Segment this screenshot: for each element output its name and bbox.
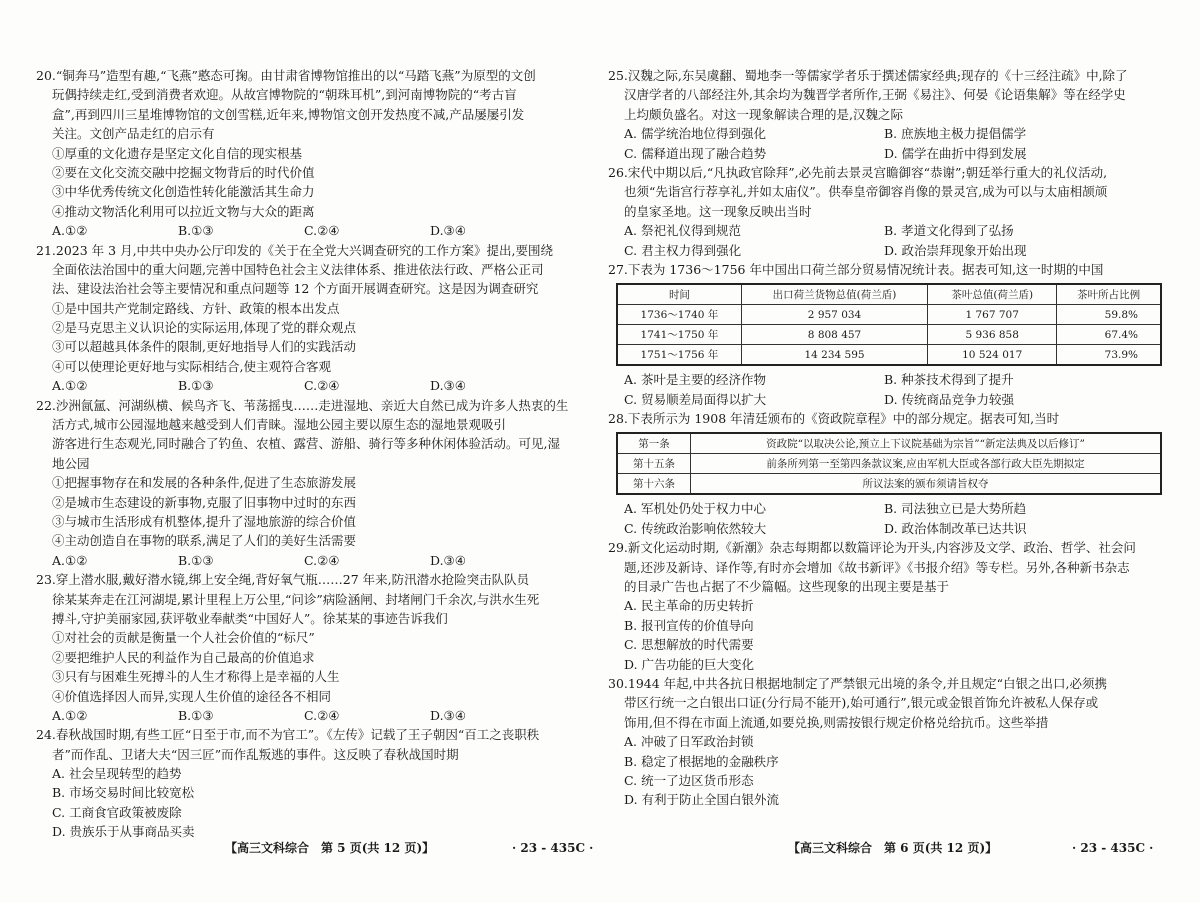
question-20 [36,66,596,241]
statement-item: ③只有与困难生死搏斗的人生才称得上是幸福的人生 [52,669,340,685]
table-header: 出口荷兰货物总值(荷兰盾) [741,284,927,305]
statement-item: ②是马克思主义认识论的实际运用,体现了党的群众观点 [52,320,356,336]
table-cell: 第一条 [617,433,691,454]
left-page [36,66,596,842]
table-cell: 1 767 707 [928,305,1057,325]
answer-options [36,551,596,570]
table-row [617,325,1161,345]
option-d: D.③④ [430,707,466,723]
statement-item: ①把握事物存在和发展的各种条件,促进了生态旅游发展 [52,475,356,491]
option-a: A.①② [52,223,88,239]
table-cell: 前条所列第一至第四条款议案,应由军机大臣或各部行政大臣先期拟定 [691,454,1162,474]
question-23-line: 徐某某奔走在江河湖堤,累计里程上万公里,“问诊”病险涵闸、封堵闸门千余次,与洪水生死 [52,591,540,607]
option-d: D. 贵族乐于从事商品买卖 [52,824,195,840]
table-cell: 8 808 457 [741,325,927,345]
table-header-row [617,284,1161,305]
answer-options [608,221,1168,260]
table-cell: 14 234 595 [741,345,927,366]
question-22-line: 游客进行生态观光,同时融合了钓鱼、农植、露营、游船、骑行等多种休闲体验活动。可见,湿 [52,436,560,452]
answer-options [36,706,596,725]
option-d: D. 政治体制改革已达共识 [884,520,1027,536]
option-d: D. 传统商品竞争力较强 [884,391,1015,407]
option-b: B.①③ [178,707,214,723]
question-29-line: 的目录广告也占据了不少篇幅。这些现象的出现主要是基于 [624,579,950,595]
right-page-footer-title: 【高三文科综合 第 6 页(共 12 页)】 [788,841,998,855]
question-25-line: 汉唐学者的八部经注外,其余均为魏晋学者所作,王弼《易注》、何晏《论语集解》等在经学史 [624,87,1126,103]
option-d: D.③④ [430,552,466,568]
option-d: D. 儒学在曲折中得到发展 [884,145,1027,161]
question-20-line: 玩偶持续走红,受到消费者欢迎。从故宫博物院的“朝珠耳机”,到河南博物院的“考古盲 [52,87,517,103]
table-header: 时间 [617,284,741,305]
question-23-line: 23.穿上潜水服,戴好潜水镜,绑上安全绳,背好氧气瓶……27 年来,防汛潜水抢险突击队队员 [36,572,530,588]
table-header: 茶叶总值(荷兰盾) [928,284,1057,305]
table-cell: 资政院“以取决公论,预立上下议院基础为宗旨”“新定法典及以后修订” [691,433,1162,454]
question-26-line: 也须“先诣宫行荐享礼,并如太庙仪”。供奉皇帝御容肖像的景灵宫,成为可以与太庙相颉颃 [624,184,1108,200]
question-22-line: 活方式,城市公园湿地越来越受到人们青睐。湿地公园主要以原生态的湿地景观吸引 [52,417,506,433]
statement-item: ③可以超越具体条件的限制,更好地指导人们的实践活动 [52,339,356,355]
table-cell: 10 524 017 [928,345,1057,366]
question-20-line: 关注。文创产品走红的启示有 [52,126,215,142]
statement-item: ④价值选择因人而异,实现人生价值的途径各不相同 [52,688,331,704]
option-a: A. 社会呈现转型的趋势 [52,766,182,782]
question-29-line: 题,还涉及新诗、译作等,有时亦会增加《故书新评》《书报介绍》等专栏。另外,各种新书杂志 [624,559,1130,575]
option-a: A. 军机处仍处于权力中心 [624,501,766,517]
table-row [617,305,1161,325]
question-22-line: 22.沙洲氤氲、河湖纵横、候鸟齐飞、苇荡摇曳……走进湿地、亲近大自然已成为许多人热衷的生 [36,397,569,413]
option-d: D.③④ [430,378,466,394]
question-29 [608,538,1168,674]
statement-item: ④可以使理论更好地与实际相结合,使主观符合客观 [52,358,331,374]
option-c: C. 儒释道出现了融合趋势 [624,145,767,161]
statement-item: ①对社会的贡献是衡量一个人社会价值的“标尺” [52,630,315,646]
option-a: A. 茶叶是主要的经济作物 [624,372,766,388]
option-c: C. 思想解放的时代需要 [624,637,754,653]
question-27-line: 27.下表为 1736～1756 年中国出口荷兰部分贸易情况统计表。据表可知,这一时期的中国 [608,261,1104,277]
question-24-line: 24.春秋战国时期,有些工匠“日至于市,而不为官工”。《左传》记载了王子朝因“百工之丧职秩 [36,727,540,743]
answer-options [608,124,1168,163]
table-header: 茶叶所占比例 [1057,284,1161,305]
table-row [617,433,1161,454]
table-cell: 第十六条 [617,474,691,495]
question-26 [608,163,1168,260]
statement-item: ②要把维护人民的利益作为自己最高的价值追求 [52,649,315,665]
option-b: B. 市场交易时间比较宽松 [52,785,195,801]
question-30-line: 饰用,但不得在市面上流通,如要兑换,则需按银行规定价格兑给抗币。这些举措 [624,714,1049,730]
option-a: A.①② [52,378,88,394]
option-b: B.①③ [178,223,214,239]
option-a: A.①② [52,552,88,568]
trade-table [616,283,1162,366]
question-25-line: 25.汉魏之际,东吴虞翻、蜀地李一等儒家学者乐于撰述儒家经典;现存的《十三经注疏》中,除了 [608,68,1128,83]
option-c: C. 君主权力得到强化 [624,242,742,258]
question-22-line: 地公园 [52,455,90,471]
option-b: B. 稳定了根据地的金融秩序 [624,753,779,769]
question-28 [608,409,1168,538]
table-cell: 5 936 858 [928,325,1057,345]
question-30-line: 30.1944 年起,中共各抗日根据地制定了严禁银元出境的条令,并且规定“白银之出口,必须携 [608,675,1107,691]
statement-item: ②是城市生态建设的新事物,克服了旧事物中过时的东西 [52,494,356,510]
table-cell: 67.4% [1057,325,1161,345]
option-a: A. 民主革命的历史转折 [624,598,754,614]
option-c: C.②④ [304,223,340,239]
question-26-line: 26.宋代中期以后,“凡执政官除拜”,必先前去景灵宫瞻御容“恭谢”;朝廷举行重大的礼仪活动, [608,164,1108,180]
option-d: D. 广告功能的巨大变化 [624,656,755,672]
option-c: C.②④ [304,552,340,568]
table-row [617,454,1161,474]
option-a: A. 儒学统治地位得到强化 [624,126,766,142]
statement-item: ①是中国共产党制定路线、方针、政策的根本出发点 [52,300,340,316]
statement-item: ①厚重的文化遗存是坚定文化自信的现实根基 [52,145,303,161]
statement-item: ④推动文物活化利用可以拉近文物与大众的距离 [52,203,315,219]
question-20-line: 盒”,再到四川三星堆博物馆的文创雪糕,近年来,博物馆文创开发热度不减,产品屡屡引发 [52,106,525,122]
option-c: C.②④ [304,378,340,394]
left-page-footer-title: 【高三文科综合 第 5 页(共 12 页)】 [225,841,435,855]
option-a: A. 冲破了日军政治封锁 [624,734,754,750]
option-c: C. 传统政治影响依然较大 [624,520,767,536]
table-row [617,474,1161,495]
question-21-line: 全面依法治国中的重大问题,完善中国特色社会主义法律体系、推进依法行政、严格公正司 [52,261,544,277]
right-page [608,66,1168,810]
option-b: B. 孝道文化得到了弘扬 [884,223,1014,239]
regulation-table [616,432,1162,495]
table-cell: 59.8% [1057,305,1161,325]
table-cell: 所议法案的颁布须请旨权夺 [691,474,1162,495]
question-24-line: 者”而作乱、卫诸大夫“因三匠”而作乱叛逃的事件。这反映了春秋战国时期 [52,746,459,762]
left-page-footer-code: · 23 - 435C · [512,841,594,855]
question-26-line: 的皇家圣地。这一现象反映出当时 [624,203,812,219]
table-cell: 2 957 034 [741,305,927,325]
question-24 [36,725,596,841]
option-c: C. 工商食官政策被废除 [52,804,182,820]
answer-options [608,370,1168,409]
option-b: B.①③ [178,552,214,568]
question-27 [608,260,1168,409]
table-cell: 1741～1750 年 [617,325,741,345]
answer-options [608,499,1168,538]
question-25 [608,66,1168,163]
question-29-line: 29.新文化运动时期,《新潮》杂志每期都以数篇评论为开头,内容涉及文学、政治、哲学、社会问 [608,540,1136,556]
question-21-line: 法、建设法治社会等主要情况和重点问题等 12 个方面开展调查研究。这是因为调查研究 [52,281,539,297]
option-b: B. 庶族地主极力提倡儒学 [884,126,1027,142]
question-20-line: 20.“铜奔马”造型有趣,“飞燕”憨态可掬。由甘肃省博物馆推出的以“马踏飞燕”为原型的文创 [36,68,536,83]
statement-item: ③中华优秀传统文化创造性转化能激活其生命力 [52,184,315,200]
table-cell: 73.9% [1057,345,1161,366]
option-b: B. 司法独立已是大势所趋 [884,501,1027,517]
question-30 [608,674,1168,810]
question-23 [36,570,596,725]
option-d: D.③④ [430,223,466,239]
option-d: D. 政治崇拜现象开始出现 [884,242,1027,258]
option-b: B.①③ [178,378,214,394]
table-cell: 1751～1756 年 [617,345,741,366]
question-21-line: 21.2023 年 3 月,中共中央办公厅印发的《关于在全党大兴调查研究的工作方案》提出,要围绕 [36,242,554,258]
question-23-line: 搏斗,守护美丽家园,获评敬业奉献类“中国好人”。徐某某的事迹告诉我们 [52,610,448,626]
question-28-line: 28.下表所示为 1908 年清廷颁布的《资政院章程》中的部分规定。据表可知,当时 [608,411,1060,427]
table-cell: 第十五条 [617,454,691,474]
option-b: B. 种茶技术得到了提升 [884,372,1014,388]
right-page-footer-code: · 23 - 435C · [1072,841,1154,855]
table-row [617,345,1161,366]
answer-options [36,221,596,240]
question-30-line: 带区行统一之白银出口证(分行局不能开),始可通行”,银元或金银首饰允许被私人保存或 [624,695,1099,711]
question-22 [36,396,596,571]
option-d: D. 有利于防止全国白银外流 [624,792,780,808]
option-c: C. 贸易顺差局面得以扩大 [624,391,767,407]
answer-options [36,376,596,395]
option-a: A.①② [52,707,88,723]
option-c: C. 统一了边区货币形态 [624,772,754,788]
option-b: B. 报刊宣传的价值导向 [624,617,754,633]
table-cell: 1736～1740 年 [617,305,741,325]
option-c: C.②④ [304,707,340,723]
question-21 [36,241,596,396]
statement-item: ③与城市生活形成有机整体,提升了湿地旅游的综合价值 [52,513,356,529]
question-25-line: 上均颇负盛名。对这一现象解读合理的是,汉魏之际 [624,106,903,122]
option-a: A. 祭祀礼仪得到规范 [624,223,741,239]
statement-item: ④主动创造自在事物的联系,满足了人们的美好生活需要 [52,533,356,549]
statement-item: ②要在文化交流交融中挖掘文物背后的时代价值 [52,164,315,180]
